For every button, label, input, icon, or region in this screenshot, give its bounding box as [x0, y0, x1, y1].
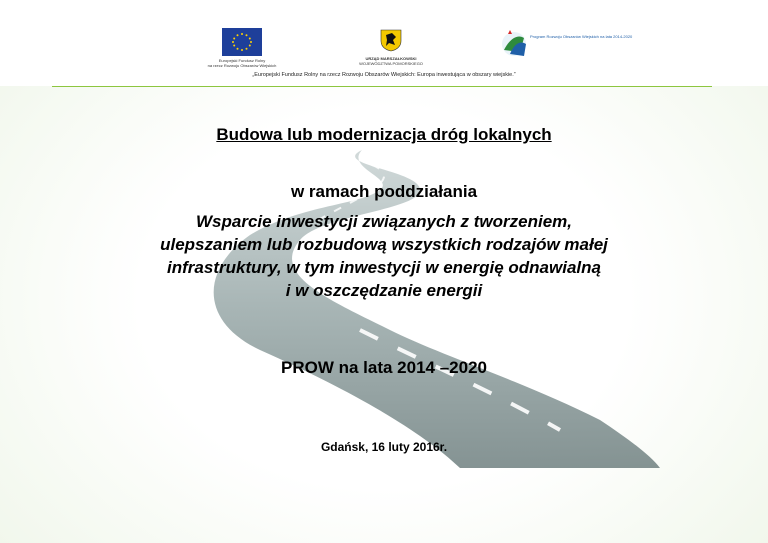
measure-line: infrastruktury, w tym inwestycji w energię odnawialną — [167, 258, 601, 277]
urzad-caption-2: WOJEWÓDZTWA POMORSKIEGO — [359, 61, 423, 66]
measure-description — [0, 210, 768, 302]
measure-line: Wsparcie inwestycji związanych z tworzeniem, — [195, 212, 572, 231]
measure-line: ulepszaniem lub rozbudową wszystkich rodzajów małej — [160, 235, 608, 254]
prow-logo-icon — [500, 28, 633, 64]
urzad-caption: URZĄD MARSZAŁKOWSKI — [365, 56, 417, 61]
divider — [52, 86, 712, 87]
slide-subtitle: w ramach poddziałania — [290, 182, 478, 201]
slide-title: Budowa lub modernizacja dróg lokalnych — [216, 125, 552, 144]
eu-flag-icon — [222, 28, 262, 56]
prow-logo-text: Program Rozwoju Obszarów Wiejskich na lata 2014-2020 — [530, 34, 633, 39]
eu-caption: Europejski Fundusz Rolny — [218, 58, 266, 63]
motto: „Europejski Fundusz Rolny na rzecz Rozwoju Obszarów Wiejskich: Europa inwestująca w obszary wiejskie.” — [252, 72, 516, 78]
eu-caption-2: na rzecz Rozwoju Obszarów Wiejskich — [207, 63, 277, 68]
measure-line: i w oszczędzanie energii — [285, 281, 483, 300]
pomorskie-crest-icon — [378, 28, 404, 52]
place-date: Gdańsk, 16 luty 2016r. — [320, 440, 448, 454]
program-name: PROW na lata 2014 –2020 — [280, 358, 487, 377]
